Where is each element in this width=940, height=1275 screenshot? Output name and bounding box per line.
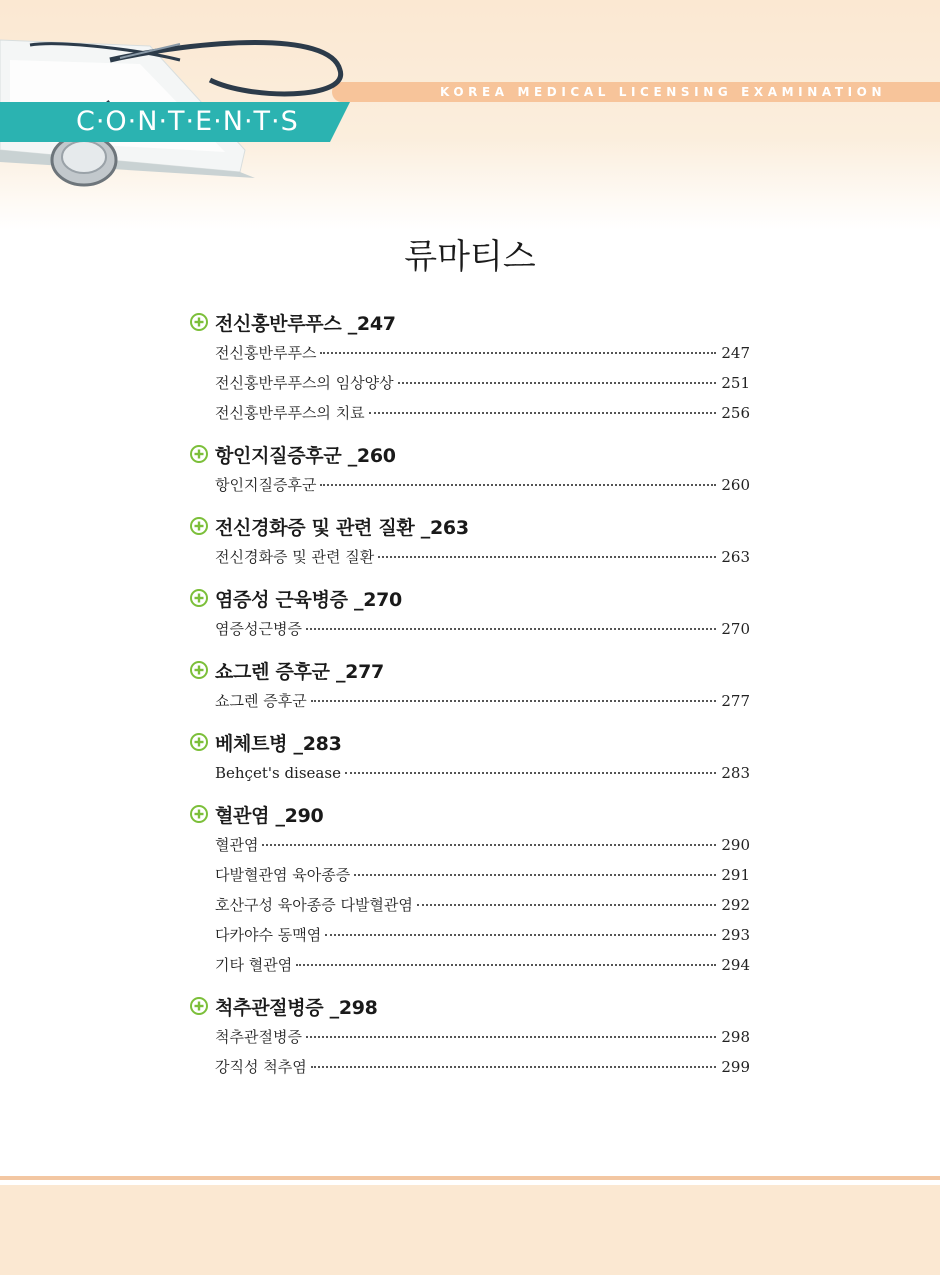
section-heading[interactable] bbox=[190, 798, 750, 830]
entry-page-number: 294 bbox=[721, 956, 750, 974]
section-title: 전신경화증 및 관련 질환 _263 bbox=[215, 516, 469, 539]
entry-page-number: 299 bbox=[721, 1058, 750, 1076]
dot-leader bbox=[320, 484, 716, 486]
entry-label: 호산구성 육아종증 다발혈관염 bbox=[215, 896, 413, 914]
plus-circle-icon bbox=[190, 997, 208, 1015]
section-title: 혈관염 _290 bbox=[215, 804, 324, 827]
toc-entry[interactable] bbox=[215, 470, 750, 500]
section-title: 쇼그렌 증후군 _277 bbox=[215, 660, 384, 683]
plus-circle-icon bbox=[190, 589, 208, 607]
toc-section bbox=[190, 726, 750, 788]
plus-circle-icon bbox=[190, 517, 208, 535]
section-heading[interactable] bbox=[190, 438, 750, 470]
section-title: 항인지질증후군 _260 bbox=[215, 444, 396, 467]
entry-label: 항인지질증후군 bbox=[215, 476, 317, 494]
section-heading[interactable] bbox=[190, 582, 750, 614]
toc-entry[interactable] bbox=[215, 368, 750, 398]
entry-page-number: 291 bbox=[721, 866, 750, 884]
toc-section bbox=[190, 798, 750, 980]
entry-label: 다카야수 동맥염 bbox=[215, 926, 322, 944]
entry-label: 전신홍반루푸스의 치료 bbox=[215, 404, 365, 422]
dot-leader bbox=[369, 412, 716, 414]
dot-leader bbox=[306, 1036, 716, 1038]
entry-page-number: 298 bbox=[721, 1028, 750, 1046]
dot-leader bbox=[378, 556, 716, 558]
plus-circle-icon bbox=[190, 661, 208, 679]
section-heading[interactable] bbox=[190, 654, 750, 686]
section-title: 전신홍반루푸스 _247 bbox=[215, 312, 396, 335]
toc-entry[interactable] bbox=[215, 686, 750, 716]
entry-page-number: 256 bbox=[721, 404, 750, 422]
table-of-contents bbox=[190, 306, 750, 1082]
toc-entry[interactable] bbox=[215, 338, 750, 368]
dot-leader bbox=[262, 844, 716, 846]
plus-circle-icon bbox=[190, 805, 208, 823]
entry-page-number: 247 bbox=[721, 344, 750, 362]
section-title: 척추관절병증 _298 bbox=[215, 996, 378, 1019]
entry-page-number: 292 bbox=[721, 896, 750, 914]
section-heading[interactable] bbox=[190, 510, 750, 542]
toc-entry[interactable] bbox=[215, 860, 750, 890]
entry-label: 쇼그렌 증후군 bbox=[215, 692, 307, 710]
dot-leader bbox=[311, 1066, 716, 1068]
entry-label: Behçet's disease bbox=[215, 764, 341, 782]
toc-entry[interactable] bbox=[215, 950, 750, 980]
section-heading[interactable] bbox=[190, 306, 750, 338]
toc-entry[interactable] bbox=[215, 830, 750, 860]
toc-section bbox=[190, 306, 750, 428]
entry-label: 전신홍반루푸스 bbox=[215, 344, 317, 362]
entry-page-number: 263 bbox=[721, 548, 750, 566]
dot-leader bbox=[296, 964, 716, 966]
toc-entry[interactable] bbox=[215, 1052, 750, 1082]
section-title: 염증성 근육병증 _270 bbox=[215, 588, 402, 611]
toc-entry[interactable] bbox=[215, 1022, 750, 1052]
dot-leader bbox=[354, 874, 716, 876]
toc-section bbox=[190, 510, 750, 572]
entry-label: 염증성근병증 bbox=[215, 620, 302, 638]
entry-label: 강직성 척추염 bbox=[215, 1058, 307, 1076]
dot-leader bbox=[311, 700, 716, 702]
toc-entry[interactable] bbox=[215, 890, 750, 920]
entry-page-number: 277 bbox=[721, 692, 750, 710]
entry-page-number: 270 bbox=[721, 620, 750, 638]
plus-circle-icon bbox=[190, 445, 208, 463]
entry-label: 척추관절병증 bbox=[215, 1028, 302, 1046]
toc-entry[interactable] bbox=[215, 398, 750, 428]
dot-leader bbox=[320, 352, 716, 354]
entry-label: 혈관염 bbox=[215, 836, 259, 854]
footer-line bbox=[0, 1176, 940, 1180]
toc-section bbox=[190, 582, 750, 644]
page-title: 류마티스 bbox=[404, 237, 536, 277]
entry-page-number: 260 bbox=[721, 476, 750, 494]
section-title: 베체트병 _283 bbox=[215, 732, 342, 755]
toc-entry[interactable] bbox=[215, 542, 750, 572]
plus-circle-icon bbox=[190, 733, 208, 751]
entry-page-number: 293 bbox=[721, 926, 750, 944]
entry-page-number: 251 bbox=[721, 374, 750, 392]
toc-entry[interactable] bbox=[215, 758, 750, 788]
entry-label: 기타 혈관염 bbox=[215, 956, 293, 974]
dot-leader bbox=[325, 934, 716, 936]
entry-page-number: 290 bbox=[721, 836, 750, 854]
toc-section bbox=[190, 654, 750, 716]
entry-label: 전신홍반루푸스의 임상양상 bbox=[215, 374, 394, 392]
exam-banner-text: KOREA MEDICAL LICENSING EXAMINATION bbox=[440, 85, 887, 99]
dot-leader bbox=[398, 382, 716, 384]
toc-entry[interactable] bbox=[215, 920, 750, 950]
entry-label: 전신경화증 및 관련 질환 bbox=[215, 548, 375, 566]
contents-label: C·O·N·T·E·N·T·S bbox=[76, 106, 299, 137]
dot-leader bbox=[345, 772, 716, 774]
footer-band bbox=[0, 1185, 940, 1275]
entry-page-number: 283 bbox=[721, 764, 750, 782]
toc-entry[interactable] bbox=[215, 614, 750, 644]
toc-section bbox=[190, 438, 750, 500]
plus-circle-icon bbox=[190, 313, 208, 331]
section-heading[interactable] bbox=[190, 990, 750, 1022]
dot-leader bbox=[306, 628, 716, 630]
section-heading[interactable] bbox=[190, 726, 750, 758]
toc-section bbox=[190, 990, 750, 1082]
dot-leader bbox=[417, 904, 716, 906]
entry-label: 다발혈관염 육아종증 bbox=[215, 866, 351, 884]
